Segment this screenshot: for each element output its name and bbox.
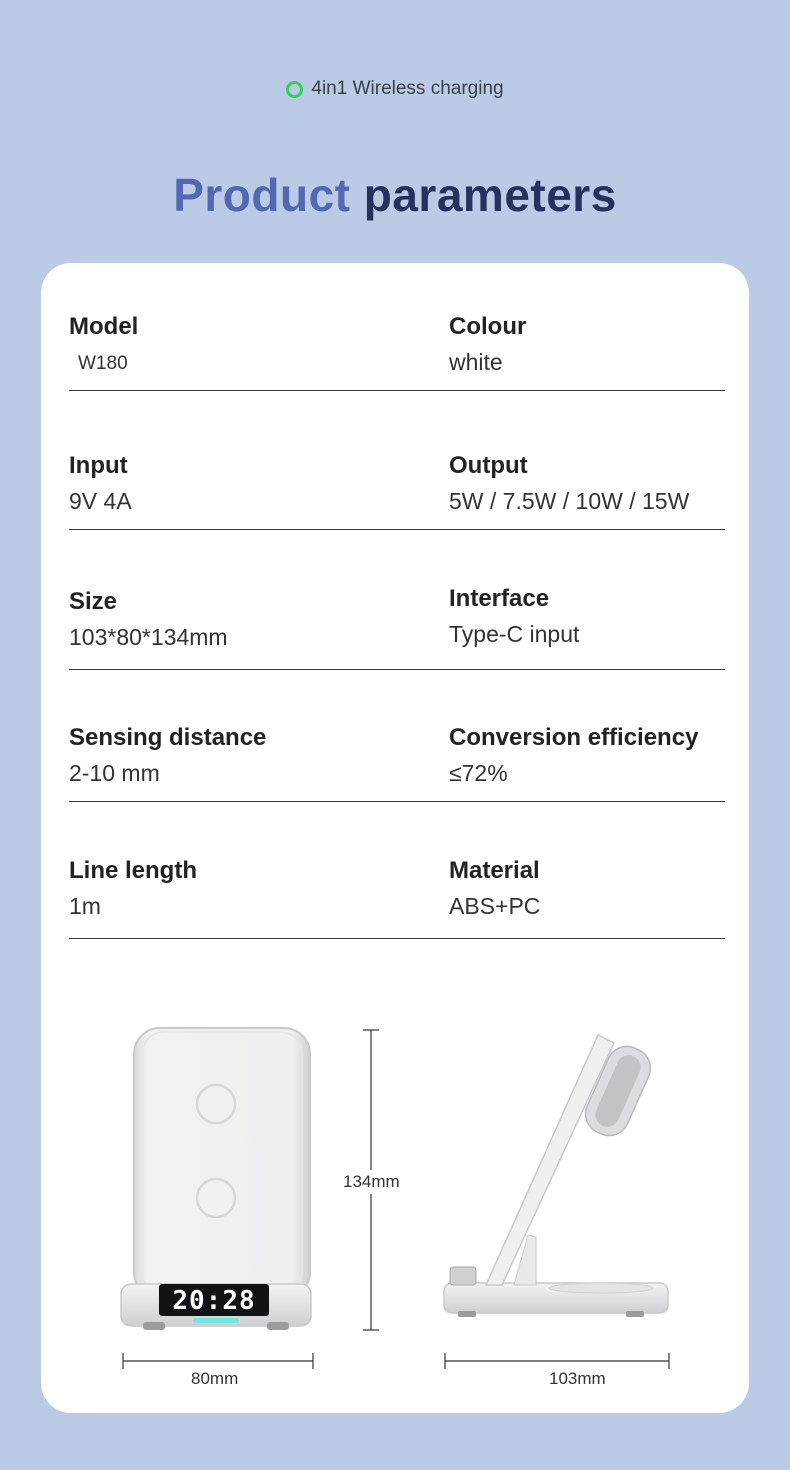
spec-value: W180 <box>78 353 128 374</box>
spec-value: white <box>449 349 503 375</box>
spec-label: Interface <box>449 585 550 612</box>
spec-card <box>41 263 749 1413</box>
clock-time: 20:28 <box>172 1286 256 1316</box>
spec-value: ≤72% <box>449 760 508 786</box>
spec-row <box>69 452 725 530</box>
spec-item-interface <box>449 585 579 648</box>
spec-row <box>69 724 725 802</box>
spec-row <box>69 857 725 939</box>
spec-item-material <box>449 857 540 920</box>
product-front-view <box>101 1018 401 1398</box>
width-label: 80mm <box>191 1369 239 1388</box>
tagline-text: 4in1 Wireless charging <box>311 78 504 99</box>
spec-label: Sensing distance <box>69 724 267 751</box>
depth-label: 103mm <box>549 1369 606 1388</box>
spec-value: Type-C input <box>449 621 580 647</box>
spec-value: 5W / 7.5W / 10W / 15W <box>449 488 690 514</box>
spec-label: Colour <box>449 313 527 340</box>
title-word-2: parameters <box>363 169 617 221</box>
spec-value: 103*80*134mm <box>69 624 228 650</box>
spec-label: Material <box>449 857 540 884</box>
spec-item-conversion-efficiency <box>449 724 698 787</box>
stand-panel <box>134 1028 310 1298</box>
spec-value: ABS+PC <box>449 893 541 919</box>
spec-item-sensing-distance <box>69 724 266 787</box>
spec-label: Line length <box>69 857 197 884</box>
spec-label: Conversion efficiency <box>449 724 699 751</box>
title-word-1: Product <box>173 169 351 221</box>
indicator-light <box>193 1318 239 1323</box>
depth-dimension-line <box>441 1349 673 1369</box>
width-dimension-line <box>119 1349 319 1369</box>
page-title <box>0 168 790 222</box>
status-dot-icon <box>286 81 303 98</box>
spec-row <box>69 585 725 670</box>
spec-label: Output <box>449 452 528 479</box>
height-label: 134mm <box>343 1170 400 1194</box>
tagline <box>0 78 790 100</box>
spec-item-model <box>69 313 138 375</box>
side-arm <box>486 1035 614 1285</box>
spec-item-colour <box>449 313 526 376</box>
spec-value: 9V 4A <box>69 488 132 514</box>
spec-label: Model <box>69 313 139 340</box>
product-side-view <box>436 1023 686 1343</box>
spec-item-output <box>449 452 689 515</box>
spec-item-size <box>69 588 228 651</box>
spec-label: Input <box>69 452 128 479</box>
spec-item-input <box>69 452 132 515</box>
spec-label: Size <box>69 588 118 615</box>
spec-value: 1m <box>69 893 101 919</box>
spec-row <box>69 313 725 391</box>
spec-item-line-length <box>69 857 197 920</box>
spec-value: 2-10 mm <box>69 760 160 786</box>
